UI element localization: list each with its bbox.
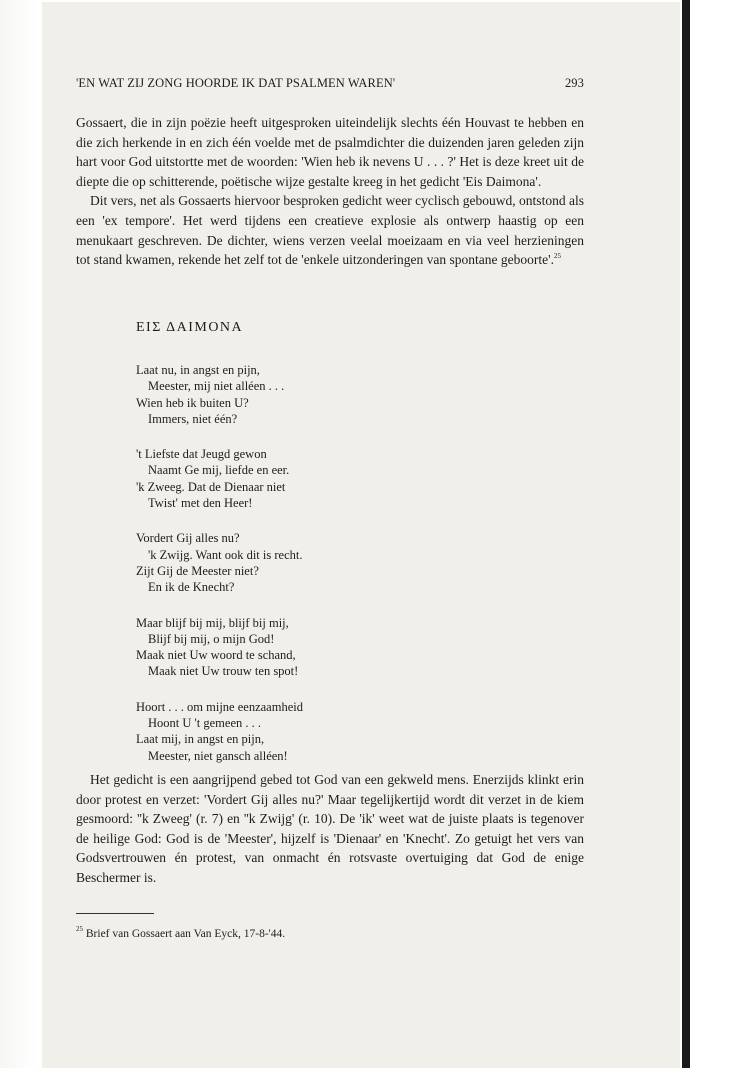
poem-stanza	[136, 615, 303, 680]
page-number: 293	[564, 76, 584, 90]
running-header	[76, 76, 584, 94]
poem-line: Meester, niet gansch alléen!	[148, 748, 288, 763]
poem-line: 't Liefste dat Jeugd gewon	[136, 447, 267, 462]
poem-line: Maak niet Uw woord te schand,	[136, 648, 296, 663]
poem-line: Hoort . . . om mijne eenzaamheid	[136, 699, 303, 714]
scan-right-margin	[682, 0, 738, 1068]
poem-line: Maak niet Uw trouw ten spot!	[148, 664, 299, 679]
poem-line: 'k Zwijg. Want ook dit is recht.	[148, 547, 303, 562]
intro-paragraph-2	[76, 191, 584, 269]
poem-line: Laat mij, in angst en pijn,	[136, 732, 265, 747]
poem-line: Hoont U 't gemeen . . .	[148, 716, 261, 731]
intro-paragraph-1: Gossaert, die in zijn poëzie heeft uitgesproken uiteindelijk slechts één Houvast te hebben en die zich herkende in en zich één voelde met de psalmdichter die duizenden jaren geleden zijn hart voor God uitstortte met de woorden: 'Wien heb ik nevens U . . . ?' Het is deze kreet uit de diepte die op schitterende, poëtische wijze gestalte kreeg in het gedicht 'Eis Daimona'.	[76, 115, 584, 189]
poem-line: En ik de Knecht?	[148, 580, 235, 595]
poem-line: Meester, mij niet alléen . . .	[148, 379, 285, 394]
poem-line: Laat nu, in angst en pijn,	[136, 363, 260, 377]
poem-line: Wien heb ik buiten U?	[136, 395, 249, 410]
scan-left-margin	[0, 0, 40, 1068]
poem-line: Blijf bij mij, o mijn God!	[148, 631, 275, 646]
commentary-text	[76, 770, 584, 888]
footnote-divider	[76, 913, 154, 914]
poem-line: Immers, niet één?	[148, 411, 238, 426]
poem-stanza	[136, 530, 303, 595]
poem-line: Vordert Gij alles nu?	[136, 531, 240, 546]
intro-text	[76, 113, 584, 270]
poem	[136, 362, 303, 783]
footnote-text: Brief van Gossaert aan Van Eyck, 17-8-'44.	[85, 928, 286, 940]
poem-line: Maar blijf bij mij, blijf bij mij,	[136, 615, 289, 630]
footnote-number: 25	[76, 925, 83, 933]
scan-binding-edge	[682, 0, 690, 1068]
poem-line: Twist' met den Heer!	[148, 496, 253, 511]
running-title: 'EN WAT ZIJ ZONG HOORDE IK DAT PSALMEN WAREN'	[76, 76, 396, 90]
poem-stanza	[136, 699, 303, 764]
poem-line: Naamt Ge mij, liefde en eer.	[148, 463, 290, 478]
poem-line: Zijt Gij de Meester niet?	[136, 563, 259, 578]
footnote	[76, 925, 286, 940]
poem-title: ΕΙΣ ΔΑΙΜΟΝΑ	[136, 320, 244, 335]
poem-stanza	[136, 362, 303, 427]
poem-line: 'k Zweeg. Dat de Dienaar niet	[136, 479, 286, 494]
commentary-paragraph: Het gedicht is een aangrijpend gebed tot God van een gekweld mens. Enerzijds klinkt erin door protest en verzet: 'Vordert Gij alles nu?' Maar tegelijkertijd wordt dit verzet in de kiem gesmoord: ''k Zweeg' (r. 7) en ''k Zwijg' (r. 10). De 'ik' weet wat de juiste plaats is tegenover de heilige God: God is de 'Meester', hijzelf is 'Dienaar' en 'Knecht'. Zo getuigt het vers van Godsvertrouwen én protest, van onmacht én rotsvaste overtuiging dat God de enige Beschermer is.	[76, 772, 584, 885]
footnote-reference: 25	[553, 252, 561, 261]
poem-stanza	[136, 446, 303, 511]
intro-paragraph-2-text: Dit vers, net als Gossaerts hiervoor besproken gedicht weer cyclisch gebouwd, ontstond als een 'ex tempore'. Het werd tijdens een creatieve explosie als ontwerp haastig op een menukaart geschreven. De dichter, wiens verzen veelal moeizaam en via veel herzieningen tot stand kwamen, rekende het zelf tot de 'enkele uitzonderingen van spontane geboorte'.	[76, 193, 584, 268]
